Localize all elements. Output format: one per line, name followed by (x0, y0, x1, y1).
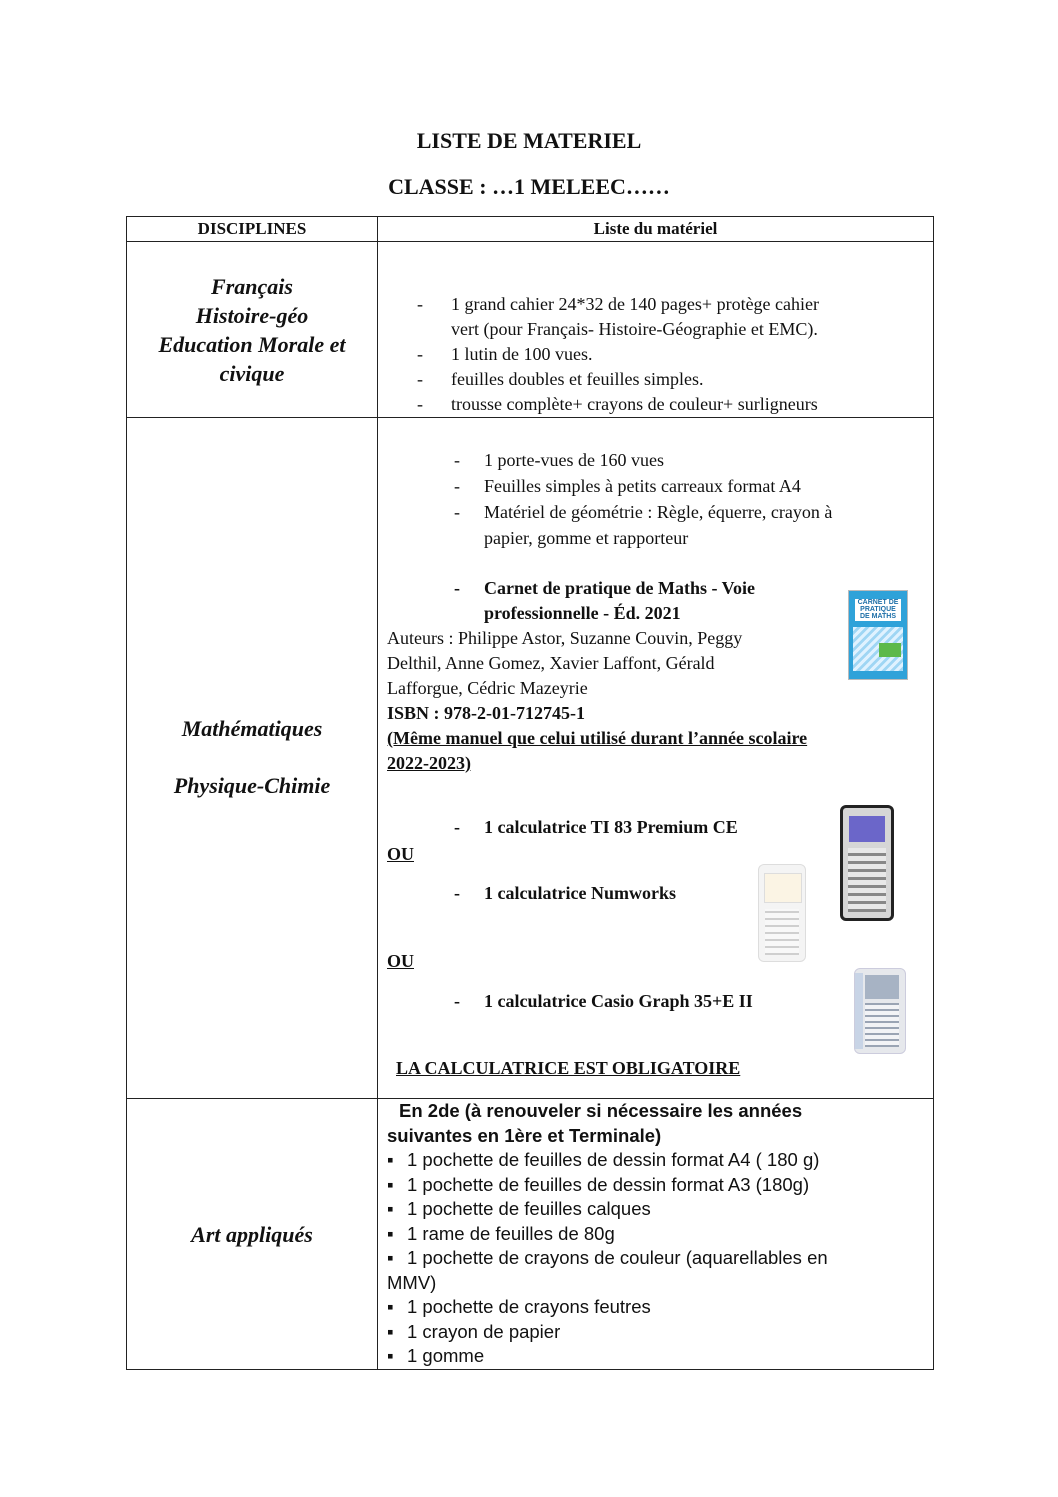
list-item-continued: MMV) (387, 1271, 437, 1293)
list-item: ▪ 1 pochette de crayons feutres (387, 1296, 651, 1317)
book-note: (Même manuel que celui utilisé durant l’année scolaire (387, 728, 808, 748)
numworks-calculator-image (758, 864, 806, 962)
casio-calculator-image (854, 968, 906, 1054)
materials-francais (378, 242, 934, 418)
book-cover-title: CARNET DE PRATIQUE DE MATHS (855, 599, 901, 621)
table-row-arts (127, 1099, 934, 1370)
book-note: 2022-2023) (387, 753, 471, 773)
list-item: - (454, 991, 460, 1011)
discipline-line: Mathématiques (181, 716, 323, 741)
table-row-maths (127, 418, 934, 1099)
header-materiel: Liste du matériel (378, 217, 934, 242)
book-title: Carnet de pratique de Maths - Voie (484, 578, 755, 598)
book-authors: Auteurs : Philippe Astor, Suzanne Couvin, Peggy (387, 628, 743, 648)
materials-arts (378, 1099, 934, 1370)
discipline-line: Histoire-géo (195, 302, 309, 328)
list-item: - (454, 883, 460, 903)
arts-intro: suivantes en 1ère et Terminale) (387, 1124, 662, 1146)
book-authors: Lafforgue, Cédric Mazeyrie (387, 678, 588, 698)
ti83-calculator-image (840, 805, 894, 921)
list-item-text: Feuilles simples à petits carreaux format A4 (484, 476, 801, 496)
list-item: ▪ 1 pochette de feuilles de dessin format A4 ( 180 g) (387, 1149, 820, 1170)
class-title: CLASSE : …1 MELEEC…… (388, 174, 670, 199)
list-item: - (454, 578, 460, 598)
discipline-line: Art appliqués (191, 1221, 313, 1247)
header-disciplines: DISCIPLINES (127, 217, 378, 242)
book-authors: Delthil, Anne Gomez, Xavier Laffont, Gérald (387, 653, 715, 673)
list-item-continued: vert (pour Français- Histoire-Géographie et EMC). (451, 319, 818, 339)
list-item: ▪ 1 pochette de feuilles calques (387, 1198, 651, 1219)
calculator-option: 1 calculatrice Casio Graph 35+E II (484, 991, 753, 1011)
list-item-text: papier, gomme et rapporteur (484, 528, 689, 548)
discipline-line: Physique-Chimie (173, 773, 331, 798)
materials-maths (378, 418, 934, 1099)
list-item: - 1 grand cahier 24*32 de 140 pages+ protège cahier (417, 294, 820, 314)
list-item: - (454, 450, 460, 470)
page-title: LISTE DE MATERIEL (416, 128, 642, 153)
list-item-text: Matériel de géométrie : Règle, équerre, crayon à (484, 502, 833, 522)
discipline-line: Education Morale et (158, 331, 346, 357)
list-item: - (454, 476, 460, 496)
list-item-text: 1 porte-vues de 160 vues (484, 450, 664, 470)
list-item: - (454, 502, 460, 522)
or-label: OU (387, 951, 414, 971)
list-item: - 1 lutin de 100 vues. (417, 344, 593, 364)
list-item: ▪ 1 crayon de papier (387, 1320, 561, 1342)
discipline-francais (127, 242, 378, 418)
list-item: ▪ 1 rame de feuilles de 80g (387, 1222, 615, 1244)
calculator-option: 1 calculatrice TI 83 Premium CE (484, 817, 738, 837)
or-label: OU (387, 844, 414, 864)
table-header-row (127, 217, 934, 242)
book-cover-image (848, 590, 908, 680)
book-title: professionnelle - Éd. 2021 (484, 603, 681, 623)
list-item: - trousse complète+ crayons de couleur+ surligneurs (417, 394, 818, 414)
discipline-line: Français (211, 273, 293, 299)
list-item: - (454, 817, 460, 837)
book-isbn: ISBN : 978-2-01-712745-1 (387, 703, 585, 723)
material-table (126, 216, 934, 1370)
calculator-option: 1 calculatrice Numworks (484, 883, 676, 903)
table-row-francais (127, 242, 934, 418)
discipline-maths (127, 418, 378, 1099)
discipline-line: civique (219, 360, 285, 386)
list-item: ▪ 1 pochette de crayons de couleur (aquarellables en (387, 1247, 828, 1268)
list-item: ▪ 1 pochette de feuilles de dessin format A3 (180g) (387, 1173, 810, 1195)
list-item: - feuilles doubles et feuilles simples. (417, 369, 704, 389)
mandatory-notice: LA CALCULATRICE EST OBLIGATOIRE (396, 1058, 741, 1078)
arts-intro: En 2de (à renouveler si nécessaire les années (399, 1100, 803, 1121)
book-cover-badge (879, 643, 901, 657)
discipline-arts (127, 1099, 378, 1370)
list-item: ▪ 1 gomme (387, 1345, 485, 1366)
